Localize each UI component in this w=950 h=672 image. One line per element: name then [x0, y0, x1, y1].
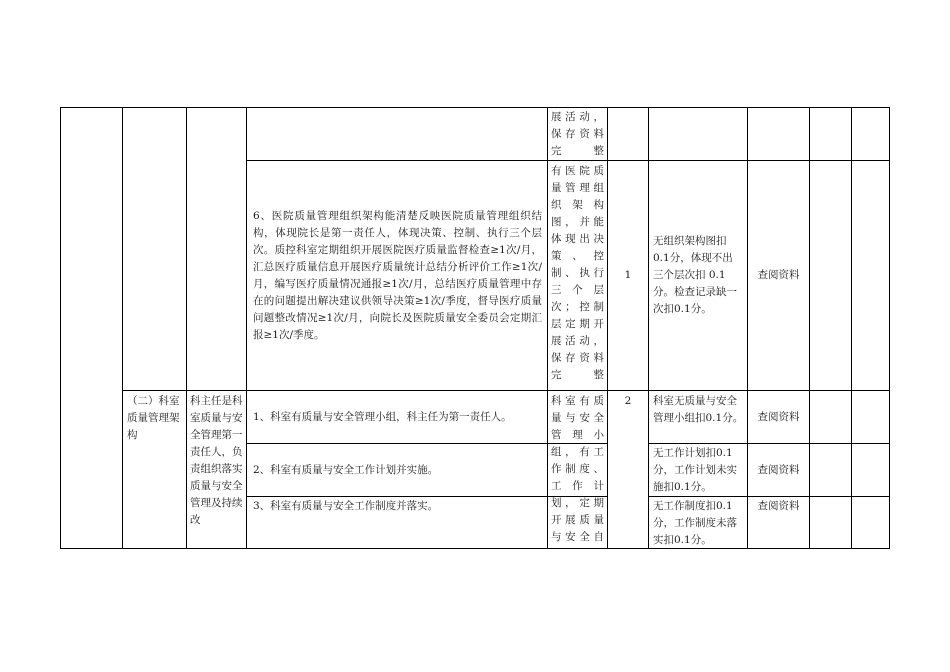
score-cell: 1 [624, 269, 632, 281]
method-cell: 查阅资料 [757, 269, 800, 281]
deduction-cell: 无工作计划扣0.1分，工作计划未实施扣0.1分。 [653, 447, 737, 493]
check-method-cell: 有医院质 量管理组 织 架 构 图，并能 体现出决 策 、 控 制、执行 三 个 层 次；控制 层定期开 展活动， 保存资料 完整 [551, 165, 604, 381]
standard-cell: 2、科室有质量与安全工作计划并实施。 [253, 464, 439, 476]
col-divider [648, 108, 649, 548]
row-divider [246, 160, 889, 161]
score-cell: 2 [624, 395, 632, 407]
check-method-cell: 科室有质 量与安全 管 理 小 组，有工 作制度、 工 作 计 划，定期 开展质量 与安全自 [551, 395, 604, 543]
row-divider [648, 496, 889, 497]
standard-cell: 6、医院质量管理组织架构能清楚反映医院质量管理组织结构，体现院长是第一责任人，体现决策、控制、执行三个层次。质控科室定期组织开展医院医疗质量监督检查≥1次/月，汇总医疗质量信息开展医疗质量统计总结分析评价工作≥1次/月，编写医疗质量情况通报≥1次/月，总结医疗质量管理中存在的问题提出解决建议供领导决策≥1次/季度，督导医疗质量问题整改情况≥1次/月，向院长及医院质量安全委员会定期汇报≥1次/季度。 [253, 210, 542, 341]
check-method-cell: 展活动， 保存资料 完整 [551, 111, 604, 157]
method-cell: 查阅资料 [757, 500, 800, 512]
assessment-table [60, 107, 890, 549]
col-divider [747, 108, 748, 548]
row-divider [122, 390, 889, 391]
col-divider [186, 108, 187, 548]
content-cell: 科主任是科室质量与安全管理第一责任人，负责组织落实质量与安全管理及持续改 [190, 395, 243, 526]
row-divider [648, 443, 889, 444]
deduction-cell: 科室无质量与安全管理小组扣0.1分。 [653, 395, 744, 424]
col-divider [246, 108, 247, 548]
standard-cell: 1、科室有质量与安全管理小组，科主任为第一责任人。 [253, 411, 512, 423]
deduction-cell: 无组织架构图扣0.1分，体现不出三个层次扣 0.1分。检查记录缺一次扣0.1分。 [653, 235, 737, 315]
col-divider [809, 108, 810, 548]
standard-cell: 3、科室有质量与安全工作制度并落实。 [253, 500, 439, 512]
col-divider [607, 108, 608, 548]
col-divider [851, 108, 852, 548]
col-divider [547, 108, 548, 548]
deduction-cell: 无工作制度扣0.1分，工作制度未落实扣0.1分。 [653, 500, 737, 546]
method-cell: 查阅资料 [757, 411, 800, 423]
item-title-cell: （二）科室质量管理架构 [127, 395, 180, 441]
col-divider [122, 108, 123, 548]
method-cell: 查阅资料 [757, 464, 800, 476]
